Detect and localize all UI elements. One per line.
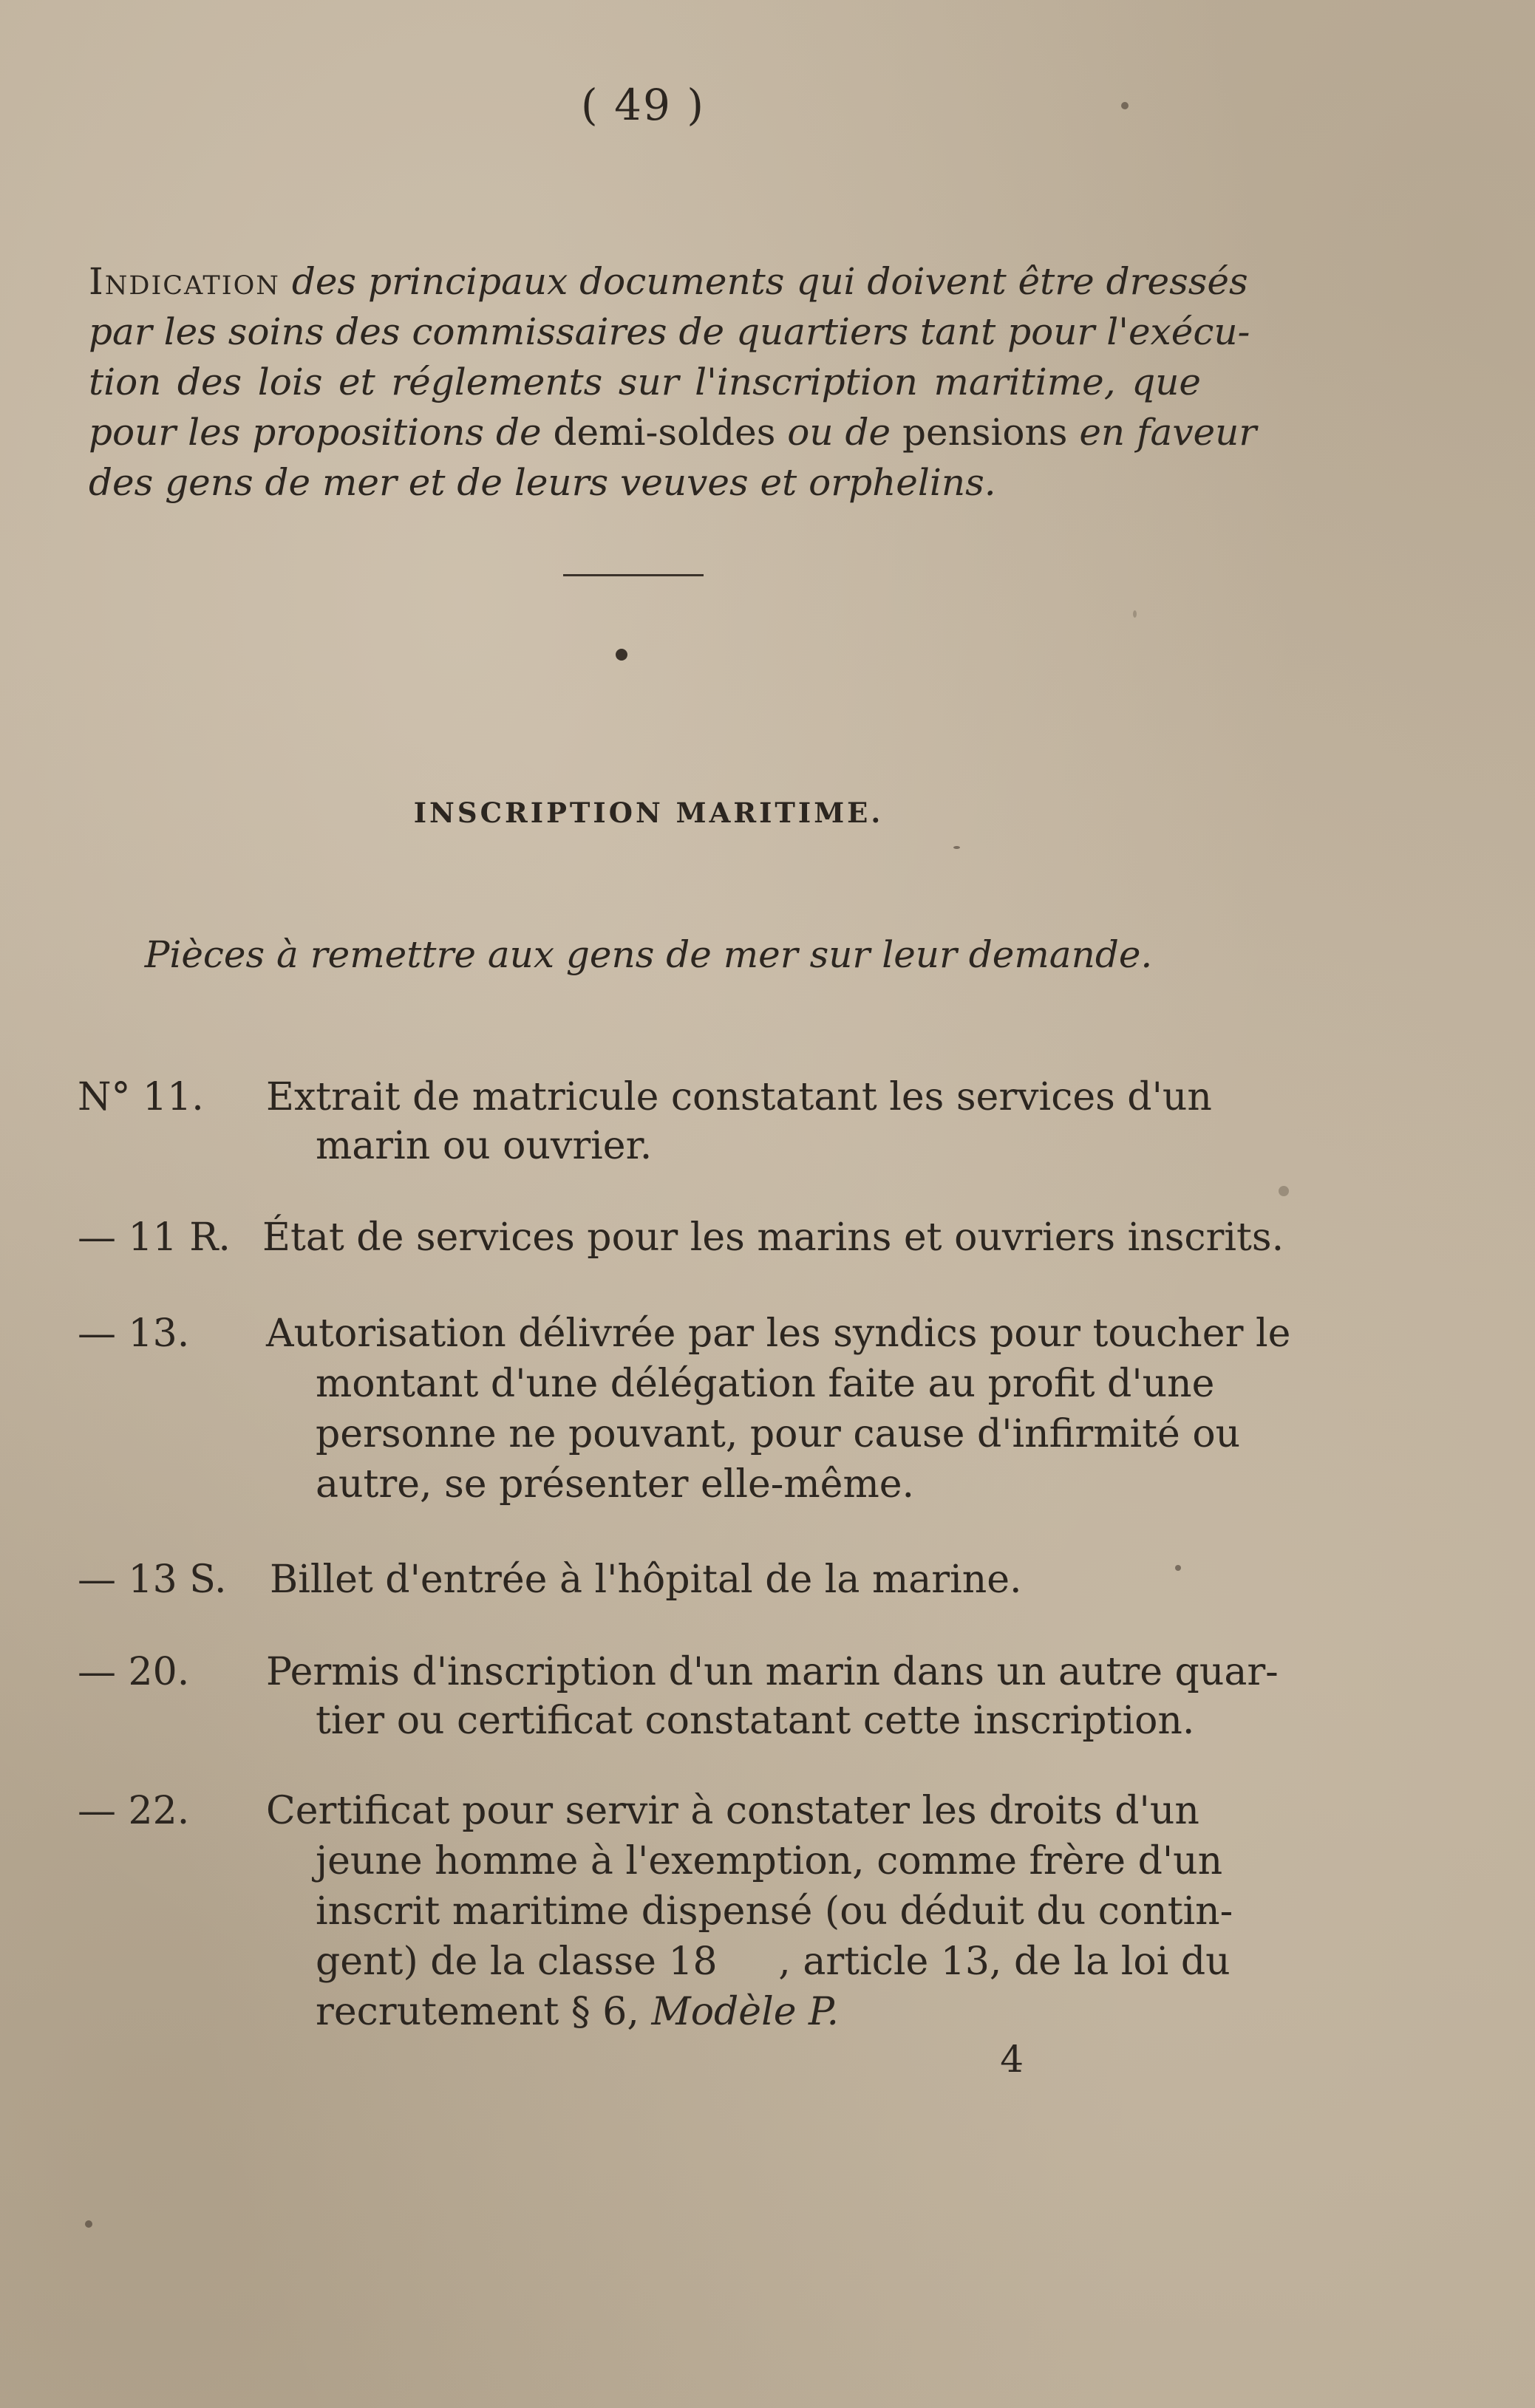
separator-rule (563, 574, 704, 576)
page-number: ( 49 ) (581, 80, 705, 130)
entry-text-line: Extrait de matricule constatant les services d'un (266, 1075, 1212, 1119)
entry-number: N° 11. (78, 1075, 204, 1119)
paper-speck (1121, 102, 1129, 109)
paper-speck (1133, 610, 1137, 618)
intro-line-4-e: en faveur (1079, 411, 1257, 454)
entry-text-line: jeune homme à l'exemption, comme frère d'un (316, 1839, 1223, 1883)
paper-speck (953, 846, 960, 849)
intro-line-2: par les soins des commissaires de quartiers tant pour l'exécu- (89, 310, 1250, 353)
intro-line-4-c: ou de (787, 411, 891, 454)
entry-number: — 20. (78, 1650, 190, 1694)
paper-speck (85, 2220, 92, 2228)
entry-number: — 22. (78, 1789, 190, 1833)
paper-speck (1279, 1186, 1289, 1196)
intro-line-3: tion des lois et réglements sur l'inscription maritime, que (89, 361, 1201, 403)
entry-number: — 13 S. (78, 1558, 227, 1602)
entry-text-line: autre, se présenter elle-même. (316, 1462, 915, 1507)
intro-line-4 (89, 411, 1257, 454)
entry-text-line: Billet d'entrée à l'hôpital de la marine. (270, 1558, 1022, 1602)
entry-text-segment: recrutement § 6, (316, 1990, 639, 2034)
ornament-dot (616, 649, 627, 661)
entry-number: — 13. (78, 1312, 190, 1356)
entry-text-line: inscrit maritime dispensé (ou déduit du contin- (316, 1889, 1233, 1934)
model-reference: Modèle P. (651, 1990, 839, 2034)
entry-text-line: personne ne pouvant, pour cause d'infirmité ou (316, 1412, 1241, 1456)
intro-line-5: des gens de mer et de leurs veuves et orphelins. (89, 461, 996, 504)
entry-text-line: Permis d'inscription d'un marin dans un autre quar- (266, 1650, 1279, 1694)
entry-number: — 11 R. (78, 1215, 231, 1260)
intro-line-1 (89, 260, 1248, 303)
entry-text-line: Autorisation délivrée par les syndics pour toucher le (266, 1312, 1291, 1356)
entry-text-line: marin ou ouvrier. (316, 1124, 653, 1168)
intro-line-4-a: pour les propositions de (89, 411, 542, 454)
entry-text-line: montant d'une délégation faite au profit d'une (316, 1362, 1215, 1406)
paper-speck (1175, 1565, 1181, 1571)
section-title: INSCRIPTION MARITIME. (413, 797, 884, 829)
intro-line-1-text: des principaux documents qui doivent être dressés (291, 260, 1248, 303)
intro-term-demi-soldes: demi-soldes (553, 411, 776, 454)
entry-text-line: État de services pour les marins et ouvriers inscrits. (262, 1215, 1284, 1260)
intro-term-pensions: pensions (902, 411, 1068, 454)
section-subtitle: Pièces à remettre aux gens de mer sur leur demande. (144, 933, 1153, 976)
entry-text-line: tier ou certificat constatant cette inscription. (316, 1699, 1195, 1743)
signature-mark: 4 (1000, 2038, 1024, 2081)
entry-text-line: gent) de la classe 18 , article 13, de la loi du (316, 1940, 1231, 1984)
entry-text-line: Certificat pour servir à constater les droits d'un (266, 1789, 1199, 1833)
entry-text-line (316, 1990, 839, 2034)
intro-lead-word: Indication (89, 260, 280, 303)
